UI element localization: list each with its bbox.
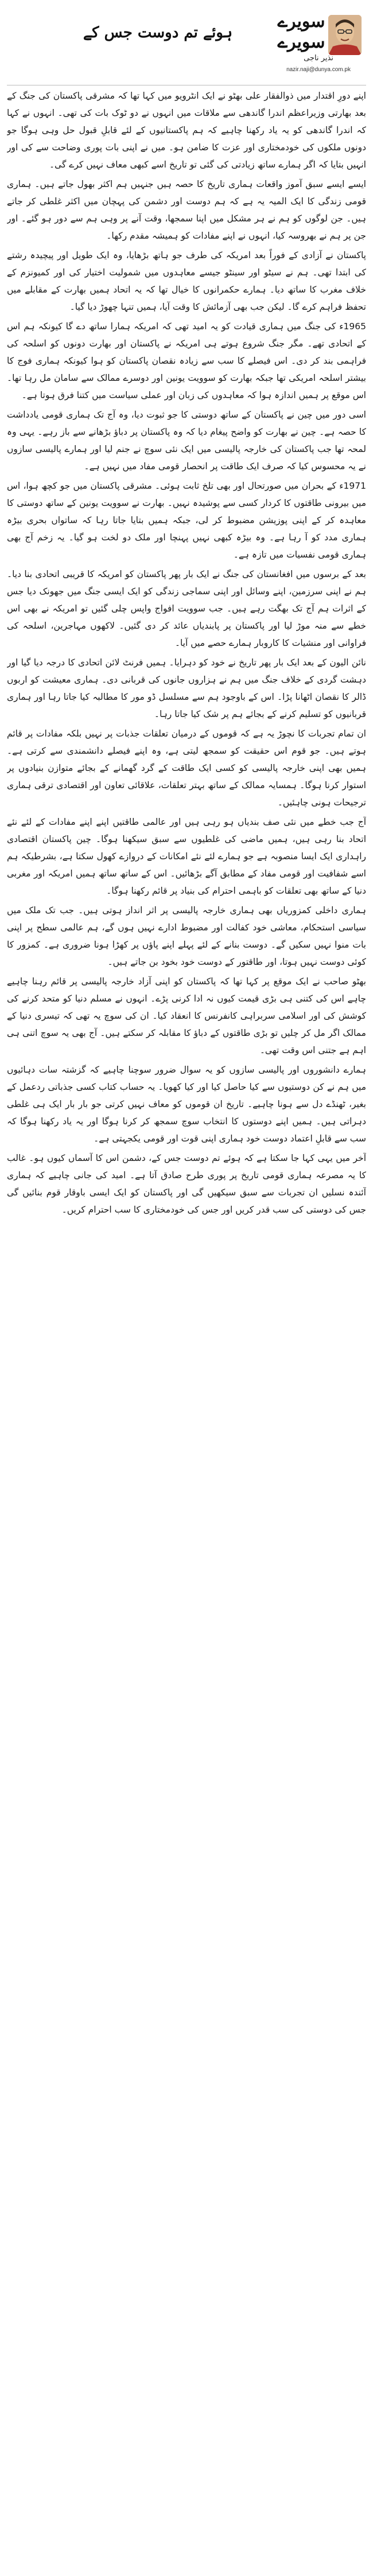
article-paragraph: اسی دور میں چین نے پاکستان کے ساتھ دوستی کا جو ثبوت دیا، وہ آج تک ہماری قومی یادداشت کا حصہ ہے۔ چین نے بھارت کو واضح پیغام دیا کہ وہ پاکستان پر دباؤ بڑھانے سے باز رہے۔ یہی وہ لمحہ تھا جب پاکستان کی خارجہ پالیسی میں ایک نئی سوچ نے جنم لیا اور ہمارے پالیسی سازوں نے یہ محسوس کیا کہ صرف ایک طاقت پر انحصار قومی مفاد میں نہیں ہے۔ bbox=[7, 410, 366, 471]
article-paragraph: بعد کے برسوں میں افغانستان کی جنگ نے ایک بار پھر پاکستان کو امریکہ کا قریبی اتحادی بنا دیا۔ ہم نے اپنی سرزمین، اپنے وسائل اور اپنی سماجی زندگی کو ایک ایسی جنگ میں جھونک دیا جس کے اثرات ہم آج تک بھگت رہے ہیں۔ جب سوویت افواج واپس چلی گئیں تو امریکہ نے بھی اس خطے سے منہ موڑ لیا اور پاکستان پر پابندیاں عائد کر دی گئیں۔ لاکھوں مہاجرین، اسلحہ کی فراوانی اور منشیات کا کاروبار ہمارے حصے میں آیا۔ bbox=[7, 569, 366, 648]
author-name: نذیر ناجی bbox=[304, 54, 333, 63]
author-portrait-icon bbox=[328, 15, 362, 55]
article-paragraph: پاکستان نے آزادی کے فوراً بعد امریکہ کی طرف جو ہاتھ بڑھایا، وہ ایک طویل اور پیچیدہ رشتے کی ابتدا تھی۔ ہم نے سیٹو اور سینٹو جیسے معاہدوں میں شمولیت اختیار کی اور کمیونزم کے خلاف مغرب کا ساتھ دیا۔ ہمارے حکمرانوں کا خیال تھا کہ یہ اتحاد ہمیں بھارت کے مقابلے میں تحفظ فراہم کرے گا۔ لیکن جب بھی آزمائش کا وقت آیا، ہمیں تنہا چھوڑ دیا گیا۔ bbox=[7, 250, 366, 312]
article-paragraph: 1971ء کے بحران میں صورتحال اور بھی تلخ ثابت ہوئی۔ مشرقی پاکستان میں جو کچھ ہوا، اس میں بیرونی طاقتوں کا کردار کسی سے پوشیدہ نہیں۔ بھارت نے سوویت یونین کے ساتھ دوستی کا معاہدہ کر کے اپنی پوزیشن مضبوط کر لی، جبکہ ہمیں بتایا جاتا رہا کہ ساتواں بحری بیڑہ ہماری مدد کو آ رہا ہے۔ وہ بیڑہ کبھی نہیں پہنچا اور ملک دو لخت ہو گیا۔ یہ زخم آج بھی ہماری قومی نفسیات میں تازہ ہے۔ bbox=[7, 481, 366, 560]
author-photo bbox=[328, 15, 362, 55]
article-paragraph: ایسے ایسے سبق آموز واقعات ہماری تاریخ کا حصہ ہیں جنہیں ہم اکثر بھول جاتے ہیں۔ ہماری قومی زندگی کا ایک المیہ یہ ہے کہ ہم دوست اور دشمن کی پہچان میں اکثر غلطی کر جاتے ہیں۔ جن لوگوں کو ہم نے ہر مشکل میں اپنا سمجھا، وقت آنے پر وہی ہم سے دور ہو گئے۔ اور جن پر ہم نے بھروسہ کیا، انہوں نے اپنے مفادات کو ہمیشہ مقدم رکھا۔ bbox=[7, 179, 366, 241]
article-paragraph: آج جب خطے میں نئی صف بندیاں ہو رہی ہیں اور عالمی طاقتیں اپنے اپنے مفادات کے لئے نئے اتحاد بنا رہی ہیں، ہمیں ماضی کی غلطیوں سے سبق سیکھنا ہوگا۔ چین پاکستان اقتصادی راہداری ایک ایسا منصوبہ ہے جو ہمارے لئے نئے امکانات کے دروازے کھول سکتا ہے، بشرطیکہ ہم اسے شفافیت اور قومی مفاد کے مطابق آگے بڑھائیں۔ اس کے ساتھ ساتھ ہمیں امریکہ اور مغربی دنیا کے ساتھ بھی تعلقات کو باہمی احترام کی بنیاد پر قائم رکھنا ہوگا۔ bbox=[7, 817, 366, 896]
article-paragraph: ہمارے دانشوروں اور پالیسی سازوں کو یہ سوال ضرور سوچنا چاہیے کہ گزشتہ سات دہائیوں میں ہم نے کن دوستیوں سے کیا حاصل کیا اور کیا کھویا۔ یہ حساب کتاب کسی جذباتی ردعمل کے بغیر، ٹھنڈے دل سے ہونا چاہیے۔ تاریخ ان قوموں کو معاف نہیں کرتی جو بار بار ایک ہی غلطی دہراتی ہیں۔ ہمیں اپنے دوستوں کا انتخاب سوچ سمجھ کر کرنا ہوگا اور یہ یاد رکھنا ہوگا کہ سب سے قابلِ اعتماد دوست خود ہماری اپنی قوت اور قومی یکجہتی ہے۔ bbox=[7, 1065, 366, 1144]
article-paragraph: آخر میں یہی کہا جا سکتا ہے کہ ہوئے تم دوست جس کے، دشمن اس کا آسماں کیوں ہو۔ غالب کا یہ مصرعہ ہماری قومی تاریخ پر پوری طرح صادق آتا ہے۔ امید کی جانی چاہیے کہ ہماری آئندہ نسلیں ان تجربات سے سبق سیکھیں گی اور پاکستان کو ایک ایسی باوقار قوم بنائیں گی جس کی دوستی کی سب قدر کریں اور جس کی خودمختاری کا سب احترام کریں۔ bbox=[7, 1153, 366, 1215]
article-paragraph: بھٹو صاحب نے ایک موقع پر کہا تھا کہ پاکستان کو اپنی آزاد خارجہ پالیسی پر قائم رہنا چاہیے چاہے اس کی کتنی ہی بڑی قیمت کیوں نہ ادا کرنی پڑے۔ انہوں نے مسلم دنیا کو متحد کرنے کی کوشش کی اور اسلامی سربراہی کانفرنس کا انعقاد کیا۔ ان کی سوچ یہ تھی کہ تیسری دنیا کے ممالک اگر مل کر چلیں تو بڑی طاقتوں کے دباؤ کا مقابلہ کر سکتے ہیں۔ آج بھی یہ سوچ اتنی ہی اہم ہے جتنی اس وقت تھی۔ bbox=[7, 976, 366, 1055]
article-body bbox=[7, 87, 366, 2565]
article-paragraph: ہماری داخلی کمزوریاں بھی ہماری خارجہ پالیسی پر اثر انداز ہوتی ہیں۔ جب تک ملک میں سیاسی استحکام، معاشی خود کفالت اور مضبوط ادارے نہیں ہوں گے، ہم عالمی سطح پر اپنی بات منوا نہیں سکیں گے۔ دوست بنانے کے لئے پہلے اپنے پاؤں پر کھڑا ہونا ضروری ہے۔ کمزور کا کوئی دوست نہیں ہوتا، اور طاقتور کے دوست خود بخود بن جاتے ہیں۔ bbox=[7, 905, 366, 967]
column-title: سویرے سویرے bbox=[277, 11, 325, 52]
headline: ہوئے تم دوست جس کے bbox=[83, 24, 233, 41]
article-paragraph: نائن الیون کے بعد ایک بار پھر تاریخ نے خود کو دہرایا۔ ہمیں فرنٹ لائن اتحادی کا درجہ دیا گیا اور دہشت گردی کے خلاف جنگ میں ہم نے ہزاروں جانوں کی قربانی دی۔ ہماری معیشت کو اربوں ڈالر کا نقصان اٹھانا پڑا۔ اس کے باوجود ہم سے مسلسل ڈو مور کا مطالبہ کیا جاتا رہا اور ہماری قربانیوں کو تسلیم کرنے کے بجائے ہم پر شک کیا جاتا رہا۔ bbox=[7, 657, 366, 719]
article-paragraph: اپنے دورِ اقتدار میں ذوالفقار علی بھٹو نے ایک انٹرویو میں کہا تھا کہ مشرقی پاکستان کی جنگ کے بعد بھارتی وزیراعظم اندرا گاندھی سے ملاقات میں انہوں نے دو ٹوک بات کی تھی۔ انہوں نے کہا کہ اندرا گاندھی کو یہ یاد رکھنا چاہیے کہ ہم پاکستانیوں کے لئے قابلِ قبول حل وہی ہوگا جو دونوں ملکوں کی خودمختاری اور عزت کا ضامن ہو۔ میں نے اپنی بات پوری وضاحت سے کی اور انہیں بتایا کہ اگر ہمارے ساتھ زیادتی کی گئی تو تاریخ اسے کبھی معاف نہیں کرے گی۔ bbox=[7, 91, 366, 170]
author-email[interactable]: nazir.naji@dunya.com.pk bbox=[286, 67, 351, 73]
article-paragraph: 1965ء کی جنگ میں ہماری قیادت کو یہ امید تھی کہ امریکہ ہمارا ساتھ دے گا کیونکہ ہم اس کے اتحادی تھے۔ مگر جنگ شروع ہوتے ہی امریکہ نے پاکستان اور بھارت دونوں کو اسلحہ کی فراہمی بند کر دی۔ اس فیصلے کا سب سے زیادہ نقصان پاکستان کو ہوا کیونکہ ہماری فوج کا بیشتر اسلحہ امریکی تھا جبکہ بھارت کو سوویت یونین اور دوسرے ممالک سے سامان مل رہا تھا۔ اس موقع پر ہمیں اندازہ ہوا کہ معاہدوں کی زبان اور عملی سیاست میں کتنا فرق ہوتا ہے۔ bbox=[7, 321, 366, 400]
article-paragraph: ان تمام تجربات کا نچوڑ یہ ہے کہ قوموں کے درمیان تعلقات جذبات پر نہیں بلکہ مفادات پر قائم ہوتے ہیں۔ جو قوم اس حقیقت کو سمجھ لیتی ہے، وہ اپنے فیصلے دانشمندی سے کرتی ہے۔ ہمیں بھی اپنی خارجہ پالیسی کو کسی ایک طاقت کے گرد گھمانے کے بجائے متوازن بنیادوں پر استوار کرنا ہوگا۔ ہمسایہ ممالک کے ساتھ بہتر تعلقات، علاقائی تعاون اور اقتصادی ترقی ہماری ترجیحات ہونی چاہئیں۔ bbox=[7, 728, 366, 808]
article-header bbox=[0, 0, 373, 86]
column-logo bbox=[275, 11, 362, 79]
